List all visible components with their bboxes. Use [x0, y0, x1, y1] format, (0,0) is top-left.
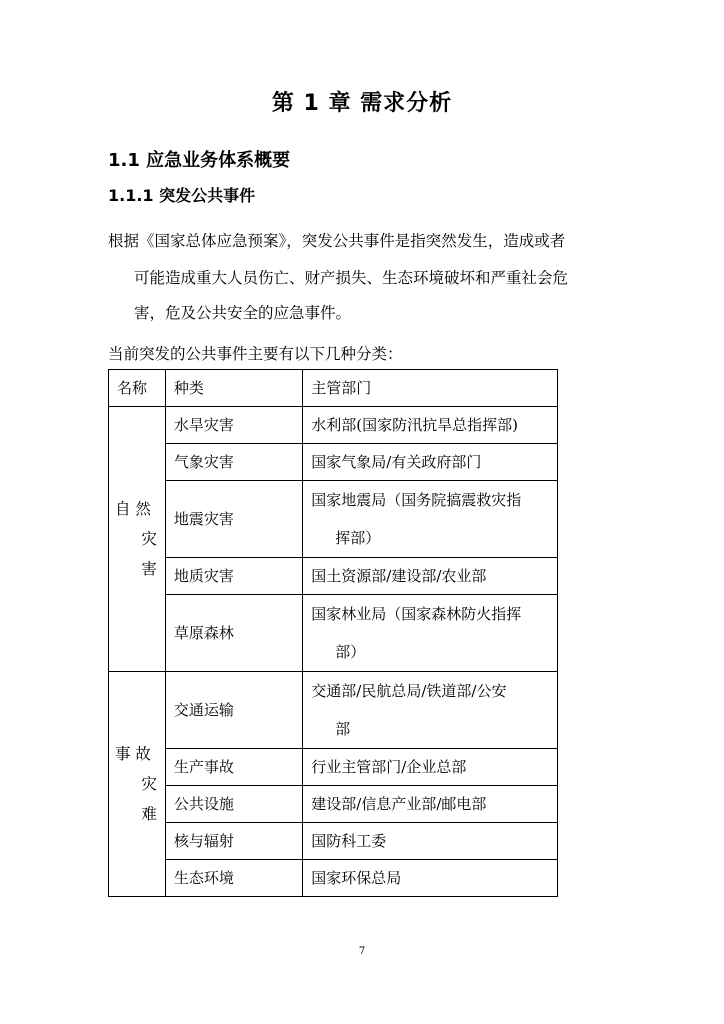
- paragraph-line: 害，危及公共安全的应急事件。: [134, 304, 352, 322]
- category-label-line: 灾: [141, 775, 157, 793]
- dept-line: 国家林业局（国家森林防火指挥: [311, 605, 522, 623]
- type-cell: 生产事故: [165, 749, 302, 786]
- table-row: [109, 823, 558, 860]
- type-cell: 地震灾害: [165, 481, 302, 558]
- dept-cell: 建设部/信息产业部/邮电部: [303, 786, 558, 823]
- type-cell: 水旱灾害: [165, 407, 302, 444]
- dept-line-cont: 部）: [335, 643, 366, 661]
- dept-cell: [303, 481, 558, 558]
- table-row: [109, 444, 558, 481]
- table-row: [109, 595, 558, 672]
- dept-line-cont: 部: [335, 720, 351, 738]
- category-natural-disaster: [109, 407, 166, 672]
- dept-cell: [303, 595, 558, 672]
- emergency-category-table: [108, 369, 558, 897]
- dept-cell: [303, 672, 558, 749]
- section-heading-1-1-1: 1.1.1 突发公共事件: [108, 186, 256, 205]
- header-name: 名称: [109, 370, 166, 407]
- paragraph-line: 可能造成重大人员伤亡、财产损失、生态环境破坏和严重社会危: [134, 269, 569, 287]
- type-cell: 核与辐射: [165, 823, 302, 860]
- page-number: 7: [358, 946, 366, 957]
- type-cell: 公共设施: [165, 786, 302, 823]
- category-label-line: 事 故: [115, 745, 151, 763]
- section-heading-1-1: 1.1 应急业务体系概要: [108, 150, 291, 171]
- dept-cell: 国土资源部/建设部/农业部: [303, 558, 558, 595]
- dept-cell: 国家气象局/有关政府部门: [303, 444, 558, 481]
- category-label-line: 害: [141, 560, 157, 578]
- dept-cell: 国家环保总局: [303, 860, 558, 897]
- type-cell: 气象灾害: [165, 444, 302, 481]
- type-cell: 交通运输: [165, 672, 302, 749]
- dept-line: 交通部/民航总局/铁道部/公安: [311, 682, 507, 700]
- table-header-row: [109, 370, 558, 407]
- table-row: [109, 786, 558, 823]
- table-row: [109, 558, 558, 595]
- dept-line: 国家地震局（国务院搞震救灾指: [311, 491, 522, 509]
- type-cell: 地质灾害: [165, 558, 302, 595]
- category-accident-disaster: [109, 672, 166, 897]
- table-intro-line: 当前突发的公共事件主要有以下几种分类：: [108, 345, 403, 363]
- category-label-line: 难: [141, 805, 157, 823]
- table-row: [109, 749, 558, 786]
- dept-cell: 行业主管部门/企业总部: [303, 749, 558, 786]
- header-type: 种类: [165, 370, 302, 407]
- header-dept: 主管部门: [303, 370, 558, 407]
- dept-cell: 水利部(国家防汛抗旱总指挥部): [303, 407, 558, 444]
- type-cell: 生态环境: [165, 860, 302, 897]
- category-label-line: 灾: [141, 530, 157, 548]
- table-row: [109, 860, 558, 897]
- dept-line-cont: 挥部）: [335, 529, 381, 547]
- dept-cell: 国防科工委: [303, 823, 558, 860]
- type-cell: 草原森林: [165, 595, 302, 672]
- table-row: [109, 672, 558, 749]
- table-row: [109, 407, 558, 444]
- chapter-title: 第 1 章 需求分析: [271, 91, 453, 116]
- table-row: [109, 481, 558, 558]
- paragraph-line: 根据《国家总体应急预案》，突发公共事件是指突然发生，造成或者: [108, 232, 566, 250]
- category-label-line: 自 然: [115, 500, 151, 518]
